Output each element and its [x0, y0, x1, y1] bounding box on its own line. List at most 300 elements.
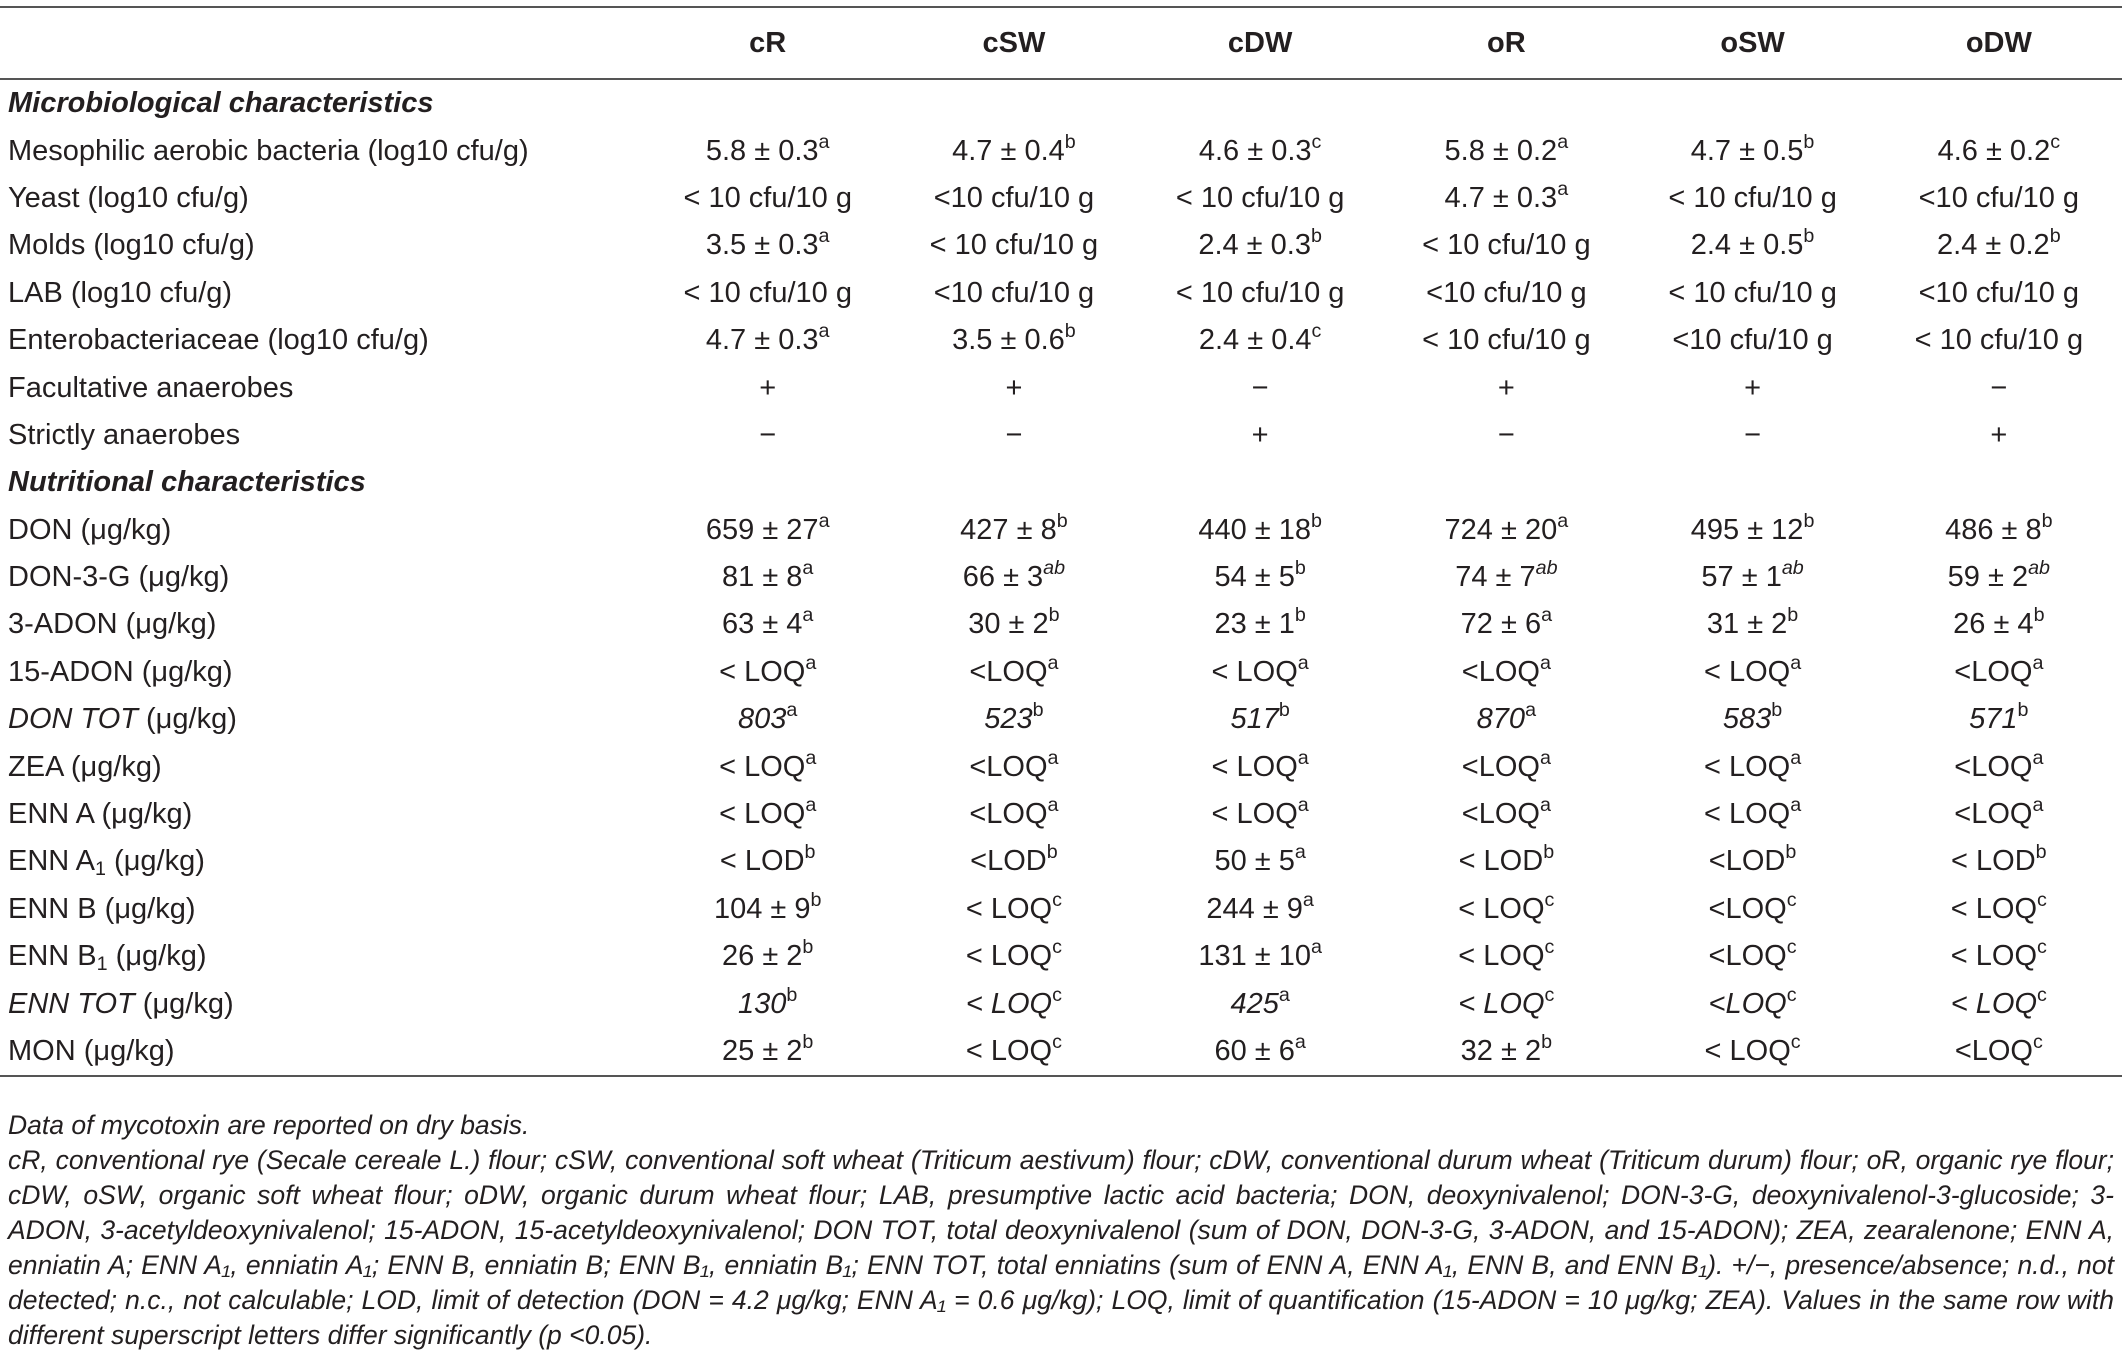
- table-cell-oDW: [1876, 317, 2122, 364]
- cell-value: < 10 cfu/10 g: [1668, 181, 1837, 214]
- table-cell-cSW: [891, 1028, 1137, 1076]
- significance-letter: a: [1311, 936, 1322, 959]
- table-cell-oR: [1383, 649, 1629, 696]
- significance-letter: b: [2041, 509, 2053, 532]
- significance-letter: c: [1052, 889, 1062, 911]
- row-label: [0, 838, 645, 885]
- significance-letter: c: [2037, 936, 2047, 959]
- significance-letter: b: [810, 889, 822, 911]
- significance-letter: b: [1803, 225, 1815, 248]
- significance-letter: b: [786, 983, 798, 1006]
- table-cell-cR: [645, 649, 891, 696]
- table-cell-oR: [1383, 933, 1629, 980]
- significance-letter: b: [1064, 130, 1076, 153]
- cell-value: 244 ± 9: [1206, 892, 1303, 925]
- cell-value: 4.7 ± 0.3: [1444, 181, 1558, 214]
- cell-value: < 10 cfu/10 g: [1175, 181, 1345, 214]
- significance-letter: a: [818, 130, 830, 153]
- table-cell-cSW: [891, 317, 1137, 364]
- cell-value: 59 ± 2: [1947, 561, 2029, 594]
- table-cell-cSW: [891, 980, 1137, 1027]
- table-row: [0, 933, 2122, 980]
- table-cell-oR: [1383, 696, 1629, 743]
- table-cell-cR: [645, 317, 891, 364]
- significance-letter: c: [1052, 936, 1062, 959]
- table-row: [0, 601, 2122, 648]
- cell-value: <LOQ: [1708, 940, 1787, 973]
- row-label: [0, 507, 645, 554]
- significance-letter: b: [2017, 699, 2029, 722]
- cell-value: 4.7 ± 0.5: [1690, 134, 1804, 167]
- significance-letter: c: [1311, 320, 1322, 343]
- significance-letter: b: [1032, 699, 1044, 722]
- table-cell-cR: [645, 412, 891, 459]
- significance-letter: c: [1544, 983, 1555, 1006]
- cell-value: 2.4 ± 0.4: [1198, 324, 1312, 357]
- cell-value: < 10 cfu/10 g: [1175, 276, 1345, 309]
- significance-letter: a: [1297, 794, 1309, 817]
- significance-letter: b: [1311, 509, 1322, 532]
- significance-letter: c: [1786, 889, 1797, 911]
- significance-letter: a: [818, 320, 830, 343]
- table-row: [0, 554, 2122, 601]
- significance-letter: c: [1311, 130, 1322, 153]
- cell-value: < LOQ: [1458, 987, 1545, 1020]
- row-label-unit: (μg/kg): [106, 845, 205, 878]
- table-cell-oR: [1383, 554, 1629, 601]
- row-label-text: Enterobacteriaceae (log10 cfu/g): [8, 324, 429, 357]
- section-row: [0, 79, 2122, 127]
- significance-letter: a: [805, 746, 817, 769]
- section-title: Microbiological characteristics: [8, 87, 434, 120]
- significance-letter: c: [1052, 1031, 1062, 1054]
- table-cell-cDW: [1137, 554, 1383, 601]
- table-cell-cDW: [1137, 933, 1383, 980]
- row-label-text: DON (μg/kg): [8, 513, 172, 546]
- table-row: [0, 412, 2122, 459]
- table-cell-cDW: [1137, 886, 1383, 933]
- table-cell-oDW: [1876, 886, 2122, 933]
- row-label: [0, 601, 645, 648]
- table-cell-cSW: [891, 507, 1137, 554]
- header-empty: [0, 7, 645, 79]
- cell-value: 571: [1969, 703, 2018, 736]
- cell-value: 130: [738, 987, 787, 1020]
- table-cell-cSW: [891, 649, 1137, 696]
- table-row: [0, 838, 2122, 885]
- table-cell-cSW: [891, 696, 1137, 743]
- table-cell-oDW: [1876, 364, 2122, 411]
- cell-value: < 10 cfu/10 g: [1668, 276, 1837, 309]
- row-label-text: Molds (log10 cfu/g): [8, 229, 255, 262]
- cell-value: < LOQ: [1950, 940, 2038, 973]
- significance-letter: ab: [2028, 557, 2051, 580]
- table-cell-cR: [645, 175, 891, 222]
- cell-value: 5.8 ± 0.3: [705, 134, 819, 167]
- cell-value: 523: [984, 703, 1033, 736]
- cell-value: 26 ± 2: [722, 940, 803, 973]
- row-label-text: Yeast (log10 cfu/g): [8, 181, 249, 214]
- cell-value: 3.5 ± 0.6: [952, 324, 1065, 357]
- significance-letter: b: [804, 841, 816, 864]
- row-label: [0, 364, 645, 411]
- cell-value: 81 ± 8: [722, 561, 803, 594]
- significance-letter: b: [1046, 841, 1058, 864]
- significance-letter: c: [2050, 130, 2061, 153]
- significance-letter: c: [1786, 936, 1797, 959]
- cell-value: 2.4 ± 0.2: [1937, 229, 2050, 262]
- table-cell-oDW: [1876, 175, 2122, 222]
- table-cell-cDW: [1137, 127, 1383, 174]
- row-label: [0, 175, 645, 222]
- cell-value: 63 ± 4: [722, 608, 803, 641]
- row-label-text: Mesophilic aerobic bacteria (log10 cfu/g): [8, 134, 529, 167]
- cell-value: 30 ± 2: [968, 608, 1049, 641]
- cell-value: < 10 cfu/10 g: [1914, 324, 2084, 357]
- significance-letter: a: [1294, 1031, 1306, 1054]
- table-cell-oSW: [1629, 270, 1875, 317]
- table-cell-cR: [645, 601, 891, 648]
- table-cell-oR: [1383, 507, 1629, 554]
- row-label: [0, 1028, 645, 1076]
- table-cell-oDW: [1876, 791, 2122, 838]
- table-cell-oSW: [1629, 696, 1875, 743]
- table-cell-cDW: [1137, 649, 1383, 696]
- table-cell-oSW: [1629, 838, 1875, 885]
- cell-value: <LOQ: [969, 750, 1048, 783]
- cell-value: <LOD: [1708, 845, 1786, 878]
- significance-letter: c: [2033, 1031, 2043, 1054]
- significance-letter: ab: [1781, 557, 1804, 580]
- table-row: [0, 743, 2122, 790]
- row-label-text: DON-3-G (μg/kg): [8, 561, 230, 594]
- cell-value: 60 ± 6: [1214, 1035, 1295, 1067]
- significance-letter: a: [1278, 983, 1290, 1006]
- table-cell-cDW: [1137, 175, 1383, 222]
- column-header: oR: [1383, 7, 1629, 79]
- table-cell-oR: [1383, 838, 1629, 885]
- row-label-text: MON (μg/kg): [8, 1035, 175, 1067]
- cell-value: < LOQ: [965, 892, 1053, 925]
- cell-value: <LOQ: [1954, 750, 2033, 783]
- cell-value: −: [1744, 418, 1762, 451]
- table-cell-cR: [645, 886, 891, 933]
- significance-letter: b: [1803, 509, 1815, 532]
- significance-letter: b: [1310, 225, 1322, 248]
- cell-value: 131 ± 10: [1198, 940, 1311, 973]
- table-cell-oSW: [1629, 886, 1875, 933]
- row-label: [0, 980, 645, 1027]
- row-label-unit: (μg/kg): [137, 703, 237, 736]
- significance-letter: a: [1539, 794, 1551, 817]
- table-cell-cSW: [891, 175, 1137, 222]
- significance-letter: b: [802, 1031, 814, 1054]
- cell-value: 32 ± 2: [1460, 1035, 1542, 1067]
- significance-letter: a: [1297, 746, 1309, 769]
- column-header: oSW: [1629, 7, 1875, 79]
- row-label-text: 3-ADON (μg/kg): [8, 608, 217, 641]
- cell-value: <LOD: [970, 845, 1047, 878]
- table-cell-cR: [645, 838, 891, 885]
- cell-value: < LOD: [719, 845, 805, 878]
- section-title: Nutritional characteristics: [8, 466, 366, 499]
- cell-value: < LOQ: [719, 750, 806, 783]
- cell-value: <10 cfu/10 g: [1918, 181, 2080, 214]
- table-cell-cDW: [1137, 791, 1383, 838]
- header-row: [0, 7, 2122, 79]
- significance-letter: c: [1544, 889, 1555, 911]
- significance-letter: a: [1557, 130, 1569, 153]
- cell-value: <LOQ: [1954, 1035, 2033, 1067]
- row-label-text: ENN A (μg/kg): [8, 798, 193, 831]
- cell-value: < LOD: [1458, 845, 1544, 878]
- cell-value: < LOQ: [1458, 892, 1545, 925]
- cell-value: <LOQ: [1708, 987, 1787, 1020]
- cell-value: 74 ± 7: [1455, 561, 1536, 594]
- cell-value: +: [1497, 371, 1515, 404]
- table-cell-cSW: [891, 933, 1137, 980]
- cell-value: 425: [1230, 987, 1279, 1020]
- table-cell-oSW: [1629, 743, 1875, 790]
- cell-value: 23 ± 1: [1214, 608, 1295, 641]
- significance-letter: a: [1790, 652, 1802, 675]
- cell-value: 54 ± 5: [1214, 561, 1295, 594]
- table-cell-cR: [645, 222, 891, 269]
- significance-letter: a: [805, 794, 817, 817]
- table-cell-cDW: [1137, 696, 1383, 743]
- cell-value: 57 ± 1: [1701, 561, 1782, 594]
- cell-value: 72 ± 6: [1460, 608, 1542, 641]
- row-label-unit: (μg/kg): [134, 987, 234, 1020]
- cell-value: < LOD: [1951, 845, 2036, 878]
- row-label-text: 15-ADON (μg/kg): [8, 655, 233, 688]
- table-cell-oDW: [1876, 649, 2122, 696]
- cell-value: 517: [1230, 703, 1279, 736]
- row-label-text: ENN TOT: [8, 987, 135, 1020]
- table-cell-oR: [1383, 886, 1629, 933]
- significance-letter: a: [2032, 652, 2044, 675]
- table-cell-oDW: [1876, 980, 2122, 1027]
- cell-value: +: [1744, 371, 1762, 404]
- row-label: [0, 222, 645, 269]
- table-cell-oSW: [1629, 175, 1875, 222]
- table-cell-oSW: [1629, 980, 1875, 1027]
- cell-value: < 10 cfu/10 g: [683, 276, 852, 309]
- table-cell-cSW: [891, 222, 1137, 269]
- significance-letter: a: [1294, 841, 1306, 864]
- table-row: [0, 1028, 2122, 1076]
- table-row: [0, 270, 2122, 317]
- table-cell-oDW: [1876, 554, 2122, 601]
- table-cell-cDW: [1137, 1028, 1383, 1076]
- cell-value: <LOQ: [1461, 655, 1540, 688]
- cell-value: −: [759, 418, 777, 451]
- row-label-subscript: 1: [95, 858, 106, 881]
- cell-value: < LOQ: [1703, 798, 1791, 831]
- row-label: [0, 743, 645, 790]
- cell-value: < LOQ: [719, 655, 806, 688]
- table-cell-oSW: [1629, 933, 1875, 980]
- cell-value: <LOQ: [1461, 750, 1540, 783]
- cell-value: < LOQ: [719, 798, 806, 831]
- table-cell-oR: [1383, 980, 1629, 1027]
- table-cell-oR: [1383, 222, 1629, 269]
- table-cell-cR: [645, 507, 891, 554]
- cell-value: < LOQ: [1703, 655, 1791, 688]
- table-body: [0, 79, 2122, 1076]
- cell-value: 4.7 ± 0.3: [705, 324, 819, 357]
- cell-value: +: [1251, 418, 1269, 451]
- column-header: cSW: [891, 7, 1137, 79]
- table-cell-oDW: [1876, 127, 2122, 174]
- cell-value: −: [1005, 418, 1023, 451]
- cell-value: <LOQ: [1708, 892, 1787, 925]
- table-row: [0, 364, 2122, 411]
- significance-letter: a: [818, 225, 830, 248]
- table-cell-oR: [1383, 127, 1629, 174]
- row-label-text: LAB (log10 cfu/g): [8, 276, 233, 309]
- table-cell-cSW: [891, 412, 1137, 459]
- significance-letter: a: [1557, 509, 1569, 532]
- cell-value: −: [1497, 418, 1515, 451]
- cell-value: 25 ± 2: [722, 1035, 803, 1067]
- table-cell-cDW: [1137, 980, 1383, 1027]
- cell-value: 870: [1476, 703, 1526, 736]
- significance-letter: b: [1771, 699, 1783, 722]
- cell-value: <10 cfu/10 g: [1426, 276, 1587, 309]
- table-row: [0, 649, 2122, 696]
- cell-value: 486 ± 8: [1945, 513, 2042, 546]
- cell-value: < LOQ: [965, 940, 1053, 973]
- significance-letter: b: [1803, 130, 1815, 153]
- table-cell-oR: [1383, 601, 1629, 648]
- row-label-text: Facultative anaerobes: [8, 371, 294, 404]
- significance-letter: b: [1048, 604, 1060, 627]
- column-header: cR: [645, 7, 891, 79]
- cell-value: < LOQ: [1211, 750, 1298, 783]
- cell-value: −: [1251, 371, 1269, 404]
- row-label: [0, 886, 645, 933]
- table-cell-cDW: [1137, 507, 1383, 554]
- significance-letter: c: [1052, 983, 1062, 1006]
- significance-letter: b: [2049, 225, 2061, 248]
- table-cell-oR: [1383, 743, 1629, 790]
- significance-letter: a: [1525, 699, 1537, 722]
- table-cell-cDW: [1137, 743, 1383, 790]
- cell-value: 427 ± 8: [960, 513, 1057, 546]
- cell-value: 803: [738, 703, 787, 736]
- cell-value: 583: [1722, 703, 1772, 736]
- significance-letter: b: [2035, 841, 2047, 864]
- table-cell-oR: [1383, 364, 1629, 411]
- row-label-text: ENN B: [8, 940, 97, 973]
- significance-letter: a: [2032, 794, 2044, 817]
- significance-letter: b: [1278, 699, 1290, 722]
- table-cell-oR: [1383, 1028, 1629, 1076]
- cell-value: < 10 cfu/10 g: [683, 181, 852, 214]
- table-cell-cR: [645, 1028, 891, 1076]
- table-cell-cSW: [891, 270, 1137, 317]
- table-cell-oDW: [1876, 412, 2122, 459]
- row-label: [0, 696, 645, 743]
- cell-value: < LOQ: [1950, 892, 2038, 925]
- cell-value: < LOQ: [1950, 987, 2038, 1020]
- significance-letter: b: [1787, 604, 1799, 627]
- cell-value: 26 ± 4: [1953, 608, 2034, 641]
- significance-letter: a: [786, 699, 798, 722]
- row-label: [0, 791, 645, 838]
- table-cell-oR: [1383, 317, 1629, 364]
- significance-letter: a: [1541, 604, 1553, 627]
- cell-value: 4.6 ± 0.3: [1198, 134, 1312, 167]
- cell-value: <LOQ: [969, 798, 1048, 831]
- cell-value: < LOQ: [965, 1035, 1053, 1067]
- significance-letter: a: [1297, 652, 1309, 675]
- cell-value: 724 ± 20: [1444, 513, 1558, 546]
- row-label: [0, 554, 645, 601]
- cell-value: <10 cfu/10 g: [1672, 324, 1833, 357]
- cell-value: < 10 cfu/10 g: [1422, 229, 1591, 262]
- table-cell-cR: [645, 127, 891, 174]
- row-label-text: ZEA (μg/kg): [8, 750, 162, 783]
- significance-letter: a: [1047, 746, 1059, 769]
- cell-value: +: [1990, 418, 2008, 451]
- table-cell-oR: [1383, 175, 1629, 222]
- table-cell-cDW: [1137, 317, 1383, 364]
- table-row: [0, 980, 2122, 1027]
- footnote-basis: Data of mycotoxin are reported on dry basis.: [8, 1110, 530, 1140]
- table-cell-oR: [1383, 270, 1629, 317]
- cell-value: +: [759, 371, 777, 404]
- cell-value: < 10 cfu/10 g: [1422, 324, 1591, 357]
- table-row: [0, 507, 2122, 554]
- table-row: [0, 791, 2122, 838]
- cell-value: < LOQ: [1703, 750, 1791, 783]
- row-label-text: ENN B (μg/kg): [8, 892, 196, 925]
- cell-value: < LOQ: [1211, 655, 1298, 688]
- table-cell-oSW: [1629, 222, 1875, 269]
- significance-letter: a: [1539, 746, 1551, 769]
- cell-value: < 10 cfu/10 g: [929, 229, 1099, 262]
- significance-letter: b: [802, 936, 814, 959]
- table-cell-cDW: [1137, 601, 1383, 648]
- table-cell-oSW: [1629, 364, 1875, 411]
- table-cell-cSW: [891, 364, 1137, 411]
- table-cell-cDW: [1137, 838, 1383, 885]
- cell-value: 31 ± 2: [1706, 608, 1788, 641]
- table-cell-cSW: [891, 743, 1137, 790]
- table-cell-oSW: [1629, 507, 1875, 554]
- cell-value: <LOQ: [1954, 798, 2033, 831]
- significance-letter: a: [1047, 794, 1059, 817]
- table-cell-cR: [645, 933, 891, 980]
- table-cell-cDW: [1137, 412, 1383, 459]
- column-header: cDW: [1137, 7, 1383, 79]
- table-cell-cR: [645, 554, 891, 601]
- cell-value: <LOQ: [1954, 655, 2033, 688]
- cell-value: 5.8 ± 0.2: [1444, 134, 1558, 167]
- significance-letter: b: [1785, 841, 1797, 864]
- table-cell-oDW: [1876, 507, 2122, 554]
- cell-value: 440 ± 18: [1198, 513, 1311, 546]
- table-cell-cSW: [891, 838, 1137, 885]
- table-footnotes: [8, 1108, 2114, 1353]
- table-cell-cDW: [1137, 270, 1383, 317]
- significance-letter: a: [1539, 652, 1551, 675]
- significance-letter: c: [1790, 1031, 1801, 1054]
- significance-letter: b: [1294, 557, 1306, 580]
- significance-letter: ab: [1043, 557, 1066, 580]
